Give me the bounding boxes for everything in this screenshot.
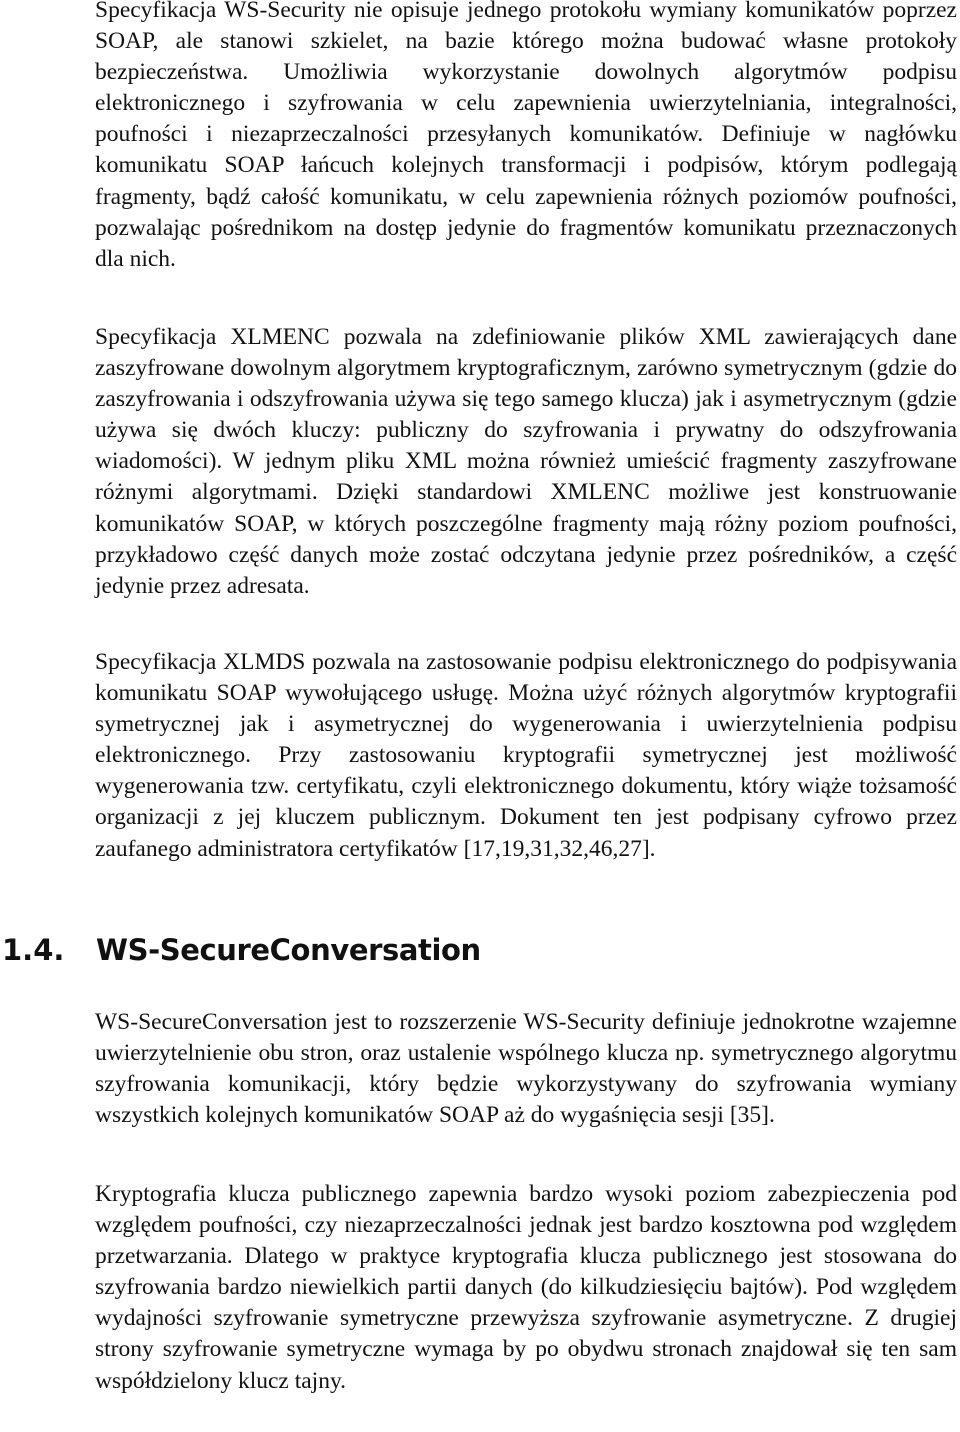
section-heading (0, 928, 960, 972)
paragraph-xmlds: Specyfikacja XLMDS pozwala na zastosowanie podpisu elektronicznego do podpisywania komunikatu SOAP wywołującego usługę. Można użyć różnych algorytmów kryptografii symetrycznej jak i asymetrycznej do wygenerowania i uwierzytelnienia podpisu elektronicznego. Przy zastosowaniu kryptografii symetrycznej jest możliwość wygenerowania tzw. certyfikatu, czyli elektronicznego dokumentu, który wiąże tożsamość organizacji z jej kluczem publicznym. Dokument ten jest podpisany cyfrowo przez zaufanego administratora certyfikatów [17,19,31,32,46,27]. (95, 649, 957, 862)
paragraph-xmlenc: Specyfikacja XLMENC pozwala na zdefiniowanie plików XML zawierających dane zaszyfrowane dowolnym algorytmem kryptograficznym, zarówno symetrycznym (gdzie do zaszyfrowania i odszyfrowania używa się tego samego klucza) jak i asymetrycznym (gdzie używa się dwóch kluczy: publiczny do szyfrowania i prywatny do odszyfrowania wiadomości). W jednym pliku XML można również umieścić fragmenty zaszyfrowane różnymi algorytmami. Dzięki standardowi XMLENC możliwe jest konstruowanie komunikatów SOAP, w których poszczególne fragmenty mają różny poziom poufności, przykładowo część danych może zostać odczytana jedynie przez pośredników, a część jedynie przez adresata. (95, 324, 957, 599)
section-number: 1.4. (2, 933, 65, 967)
section-title: WS-SecureConversation (96, 933, 481, 967)
paragraph-public-key-cryptography: Kryptografia klucza publicznego zapewnia bardzo wysoki poziom zabezpieczenia pod względem poufności, czy niezaprzeczalności jednak jest bardzo kosztowna pod względem przetwarzania. Dlatego w praktyce kryptografia klucza publicznego jest stosowana do szyfrowania bardzo niewielkich partii danych (do kilkudziesięciu bajtów). Pod względem wydajności szyfrowanie symetryczne przewyższa szyfrowanie asymetryczne. Z drugiej strony szyfrowanie symetryczne wymaga by po obydwu stronach znajdował się ten sam współdzielony klucz tajny. (95, 1181, 957, 1394)
paragraph-ws-secureconversation: WS-SecureConversation jest to rozszerzenie WS-Security definiuje jednokrotne wzajemne uwierzytelnienie obu stron, oraz ustalenie wspólnego klucza np. symetrycznego algorytmu szyfrowania komunikacji, który będzie wykorzystywany do szyfrowania wymiany wszystkich kolejnych komunikatów SOAP aż do wygaśnięcia sesji [35]. (95, 1009, 957, 1129)
paragraph-ws-security: Specyfikacja WS-Security nie opisuje jednego protokołu wymiany komunikatów poprzez SOAP, ale stanowi szkielet, na bazie którego można budować własne protokoły bezpieczeństwa. Umożliwia wykorzystanie dowolnych algorytmów podpisu elektronicznego i szyfrowania w celu zapewnienia uwierzytelniania, integralności, poufności i niezaprzeczalności przesyłanych komunikatów. Definiuje w nagłówku komunikatu SOAP łańcuch kolejnych transformacji i podpisów, którym podlegają fragmenty, bądź całość komunikatu, w celu zapewnienia różnych poziomów poufności, pozwalając pośrednikom na dostęp jedynie do fragmentów komunikatu przeznaczonych dla nich. (95, 0, 957, 272)
